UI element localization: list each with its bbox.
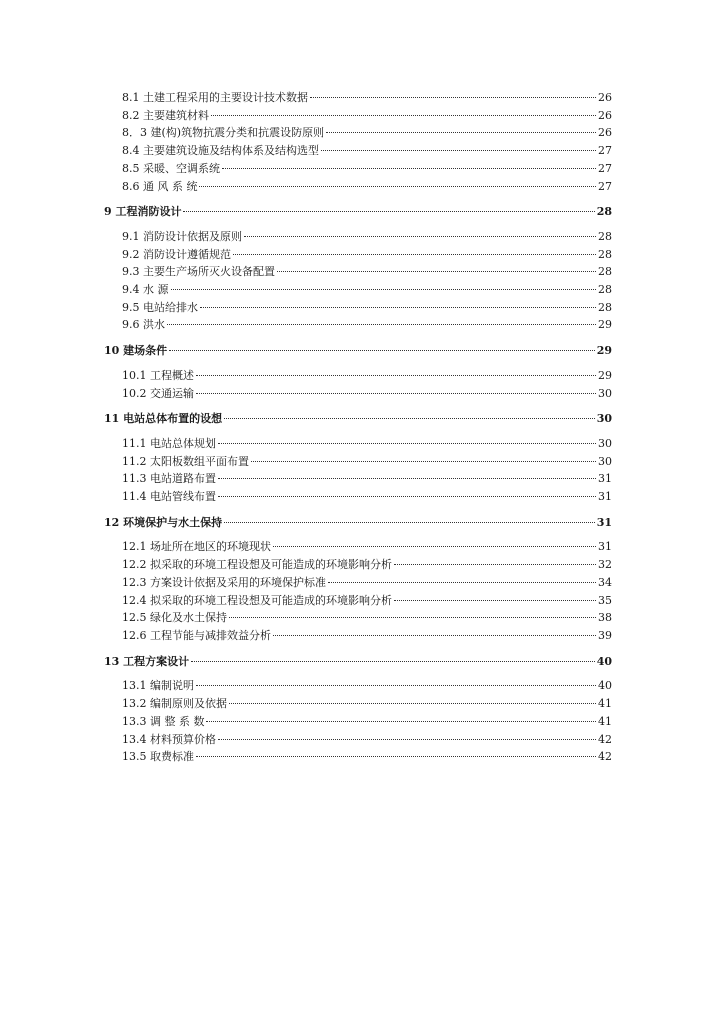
- toc-entry-label: 12.5 绿化及水土保持: [122, 611, 227, 625]
- toc-page-number: 39: [598, 628, 612, 642]
- toc-page-number: 32: [598, 558, 612, 572]
- toc-entry-label: 12.2 拟采取的环境工程设想及可能造成的环境影响分析: [122, 558, 392, 572]
- toc-entry-label: 13.3 调 整 系 数: [122, 714, 205, 728]
- dot-leader: [200, 307, 596, 308]
- dot-leader: [196, 756, 596, 757]
- toc-page-number: 31: [598, 540, 612, 554]
- toc-page-number: 27: [598, 161, 612, 175]
- toc-page-number: 38: [598, 611, 612, 625]
- toc-entry-label: 8.6 通 风 系 统: [122, 179, 198, 193]
- dot-leader: [218, 443, 596, 444]
- toc-page-number: 40: [596, 654, 612, 668]
- toc-subsection-row: [104, 556, 612, 574]
- toc-page-number: 40: [598, 679, 612, 693]
- toc-page-number: 28: [598, 300, 612, 314]
- dot-leader: [233, 254, 596, 255]
- dot-leader: [224, 522, 595, 523]
- toc-entry-label: 9.1 消防设计依据及原则: [122, 229, 242, 243]
- toc-page-number: 29: [598, 368, 612, 382]
- toc-subsection-row: [104, 89, 612, 107]
- toc-subsection-row: [104, 281, 612, 299]
- toc-page-number: 42: [598, 750, 612, 764]
- toc-entry-label: 9.6 洪水: [122, 318, 165, 332]
- toc-entry-label: 10.2 交通运输: [122, 386, 194, 400]
- toc-subsection-row: [104, 178, 612, 196]
- toc-page-number: 30: [598, 454, 612, 468]
- toc-entry-label: 12.1 场址所在地区的环境现状: [122, 540, 271, 554]
- dot-leader: [218, 478, 596, 479]
- toc-subsection-row: [104, 592, 612, 610]
- dot-leader: [218, 496, 596, 497]
- dot-leader: [218, 739, 596, 740]
- toc-page-number: 34: [598, 575, 612, 589]
- toc-entry-label: 13.4 材料预算价格: [122, 732, 216, 746]
- toc-subsection-row: [104, 142, 612, 160]
- toc-page-number: 41: [598, 697, 612, 711]
- toc-subsection-row: [104, 731, 612, 749]
- toc-page-number: 28: [598, 247, 612, 261]
- toc-page-number: 26: [598, 126, 612, 140]
- toc-subsection-row: [104, 124, 612, 142]
- toc-entry-label: 11.3 电站道路布置: [122, 472, 216, 486]
- toc-subsection-row: [104, 748, 612, 766]
- dot-leader: [206, 721, 596, 722]
- dot-leader: [277, 271, 596, 272]
- toc-page-number: 28: [598, 283, 612, 297]
- toc-section-row: [104, 653, 612, 671]
- dot-leader: [196, 685, 596, 686]
- dot-leader: [273, 546, 596, 547]
- dot-leader: [196, 375, 596, 376]
- dot-leader: [326, 132, 596, 133]
- toc-entry-label: 9.4 水 源: [122, 283, 169, 297]
- toc-subsection-row: [104, 246, 612, 264]
- toc-subsection-row: [104, 228, 612, 246]
- toc-page-number: 27: [598, 179, 612, 193]
- toc-subsection-row: [104, 299, 612, 317]
- dot-leader: [224, 418, 595, 419]
- dot-leader: [196, 393, 596, 394]
- dot-leader: [183, 211, 594, 212]
- toc-page-number: 35: [598, 593, 612, 607]
- toc-entry-label: 9.2 消防设计遵循规范: [122, 247, 231, 261]
- dot-leader: [310, 97, 596, 98]
- toc-subsection-row: [104, 713, 612, 731]
- toc-entry-label: 8.5 采暖、空调系统: [122, 161, 220, 175]
- dot-leader: [169, 350, 595, 351]
- dot-leader: [273, 635, 596, 636]
- toc-subsection-row: [104, 695, 612, 713]
- toc-subsection-row: [104, 435, 612, 453]
- toc-entry-label: 9.3 主要生产场所灭火设备配置: [122, 265, 275, 279]
- toc-entry-label: 8.4 主要建筑设施及结构体系及结构选型: [122, 144, 319, 158]
- toc-page-number: 26: [598, 91, 612, 104]
- toc-entry-label: 11.1 电站总体规划: [122, 436, 216, 450]
- toc-section-row: [104, 410, 612, 428]
- dot-leader: [229, 703, 596, 704]
- toc-subsection-row: [104, 627, 612, 645]
- toc-subsection-row: [104, 367, 612, 385]
- toc-subsection-row: [104, 574, 612, 592]
- toc-entry-label: 13 工程方案设计: [104, 654, 190, 668]
- dot-leader: [229, 617, 596, 618]
- dot-leader: [394, 564, 596, 565]
- dot-leader: [328, 582, 596, 583]
- toc-page-number: 31: [596, 515, 612, 529]
- toc-entry-label: 10.1 工程概述: [122, 368, 194, 382]
- toc-entry-label: 13.1 编制说明: [122, 679, 194, 693]
- toc-subsection-row: [104, 538, 612, 556]
- toc-entry-label: 12.3 方案设计依据及采用的环境保护标准: [122, 575, 326, 589]
- toc-subsection-row: [104, 316, 612, 334]
- dot-leader: [251, 461, 596, 462]
- toc-page-number: 30: [598, 386, 612, 400]
- toc-page-number: 28: [598, 229, 612, 243]
- toc-entry-label: 13.2 编制原则及依据: [122, 697, 227, 711]
- toc-page-number: 31: [598, 472, 612, 486]
- toc-entry-label: 12 环境保护与水土保持: [104, 515, 223, 529]
- toc-entry-label: 11 电站总体布置的设想: [104, 412, 223, 426]
- toc-entry-label: 8．3 建(构)筑物抗震分类和抗震设防原则: [122, 126, 325, 140]
- toc-entry-label: 10 建场条件: [104, 344, 168, 358]
- toc-page-number: 29: [598, 318, 612, 332]
- toc-subsection-row: [104, 677, 612, 695]
- toc-page-number: 28: [596, 205, 612, 219]
- toc-page-number: 42: [598, 732, 612, 746]
- toc-entry-label: 8.1 土建工程采用的主要设计技术数据: [122, 91, 308, 104]
- toc-page-number: 29: [596, 344, 612, 358]
- dot-leader: [191, 661, 595, 662]
- toc-entry-label: 11.2 太阳板数组平面布置: [122, 454, 249, 468]
- toc-entry-label: 9 工程消防设计: [104, 205, 182, 219]
- toc-entry-label: 12.4 拟采取的环境工程设想及可能造成的环境影响分析: [122, 593, 392, 607]
- toc-section-row: [104, 203, 612, 221]
- toc-page-number: 31: [598, 490, 612, 504]
- dot-leader: [211, 115, 596, 116]
- toc-entry-label: 12.6 工程节能与减排效益分析: [122, 628, 271, 642]
- toc-page-number: 26: [598, 108, 612, 122]
- toc-section-row: [104, 514, 612, 532]
- toc-entry-label: 8.2 主要建筑材料: [122, 108, 209, 122]
- toc-subsection-row: [104, 609, 612, 627]
- dot-leader: [167, 324, 596, 325]
- toc-subsection-row: [104, 160, 612, 178]
- dot-leader: [321, 150, 596, 151]
- toc-subsection-row: [104, 470, 612, 488]
- table-of-contents: [104, 89, 612, 766]
- dot-leader: [171, 289, 597, 290]
- dot-leader: [244, 236, 596, 237]
- toc-subsection-row: [104, 107, 612, 125]
- toc-entry-label: 11.4 电站管线布置: [122, 490, 216, 504]
- toc-page-number: 28: [598, 265, 612, 279]
- toc-entry-label: 9.5 电站给排水: [122, 300, 198, 314]
- toc-page-number: 30: [596, 412, 612, 426]
- dot-leader: [394, 600, 596, 601]
- dot-leader: [199, 186, 596, 187]
- toc-section-row: [104, 342, 612, 360]
- toc-subsection-row: [104, 263, 612, 281]
- toc-page-number: 27: [598, 144, 612, 158]
- toc-subsection-row: [104, 385, 612, 403]
- dot-leader: [222, 168, 596, 169]
- toc-page-number: 41: [598, 714, 612, 728]
- toc-entry-label: 13.5 取费标准: [122, 750, 194, 764]
- toc-subsection-row: [104, 488, 612, 506]
- toc-subsection-row: [104, 453, 612, 471]
- toc-page-number: 30: [598, 436, 612, 450]
